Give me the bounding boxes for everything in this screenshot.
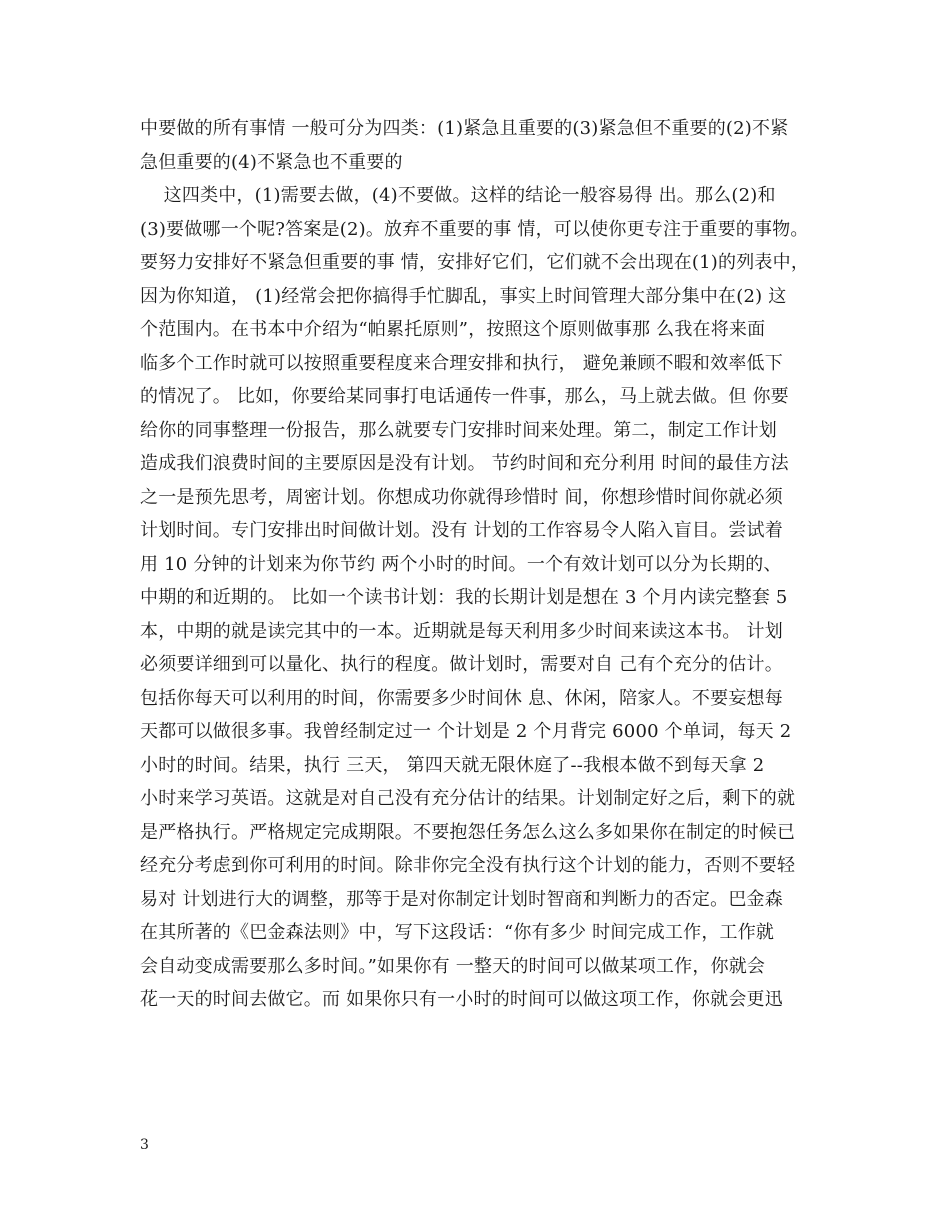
text-line: 造成我们浪费时间的主要原因是没有计划。 节约时间和充分利用 时间的最佳方法 [140,453,789,474]
text-line: 天都可以做很多事。我曾经制定过一 个计划是 2 个月背完 6000 个单词，每天 2 [140,721,792,742]
text-line: 因为你知道， (1)经常会把你搞得手忙脚乱，事实上时间管理大部分集中在(2) 这 [140,286,787,307]
text-line: 经充分考虑到你可利用的时间。除非你完全没有执行这个计划的能力，否则不要轻 [140,855,796,876]
text-line: 中期的和近期的。 比如一个读书计划：我的长期计划是想在 3 个月内读完整套 5 [140,587,788,608]
text-line: 小时来学习英语。这就是对自己没有充分估计的结果。计划制定好之后，剩下的就 [140,788,796,809]
text-line: 给你的同事整理一份报告，那么就要专门安排时间来处理。第二，制定工作计划 [140,420,777,441]
text-line: 花一天的时间去做它。而 如果你只有一小时的时间可以做这项工作，你就会更迅 [140,989,783,1010]
text-line: 之一是预先思考，周密计划。你想成功你就得珍惜时 间，你想珍惜时间你就必须 [140,487,783,508]
text-line: 必须要详细到可以量化、执行的程度。做计划时，需要对自 己有个充分的估计。 [140,654,783,675]
text-line: 的情况了。 比如，你要给某同事打电话通传一件事，那么，马上就去做。但 你要 [140,386,789,407]
text-line: 会自动变成需要那么多时间。”如果你有 一整天的时间可以做某项工作，你就会 [140,956,766,977]
text-line: 易对 计划进行大的调整，那等于是对你制定计划时智商和判断力的否定。巴金森 [140,889,783,910]
text-line: 这四类中，(1)需要去做，(4)不要做。这样的结论一般容易得 出。那么(2)和 [140,185,776,206]
text-line: 用 10 分钟的计划来为你节约 两个小时的时间。一个有效计划可以分为长期的、 [140,554,782,575]
text-line: 个范围内。在书本中介绍为“帕累托原则”，按照这个原则做事那 么我在将来面 [140,319,766,340]
text-line: 要努力安排好不紧急但重要的事 情，安排好它们，它们就不会出现在(1)的列表中， [140,252,810,273]
text-line: 小时的时间。结果，执行 三天， 第四天就无限休庭了--我根本做不到每天拿 2 [140,755,765,776]
page-number: 3 [140,1137,149,1153]
text-line: (3)要做哪一个呢?答案是(2)。放弃不重要的事 情，可以使你更专注于重要的事物。 [140,219,809,240]
text-line: 计划时间。专门安排出时间做计划。没有 计划的工作容易令人陷入盲目。尝试着 [140,520,783,541]
text-line: 临多个工作时就可以按照重要程度来合理安排和执行， 避免兼顾不暇和效率低下 [140,353,783,374]
text-line: 急但重要的(4)不紧急也不重要的 [140,152,403,173]
text-line: 包括你每天可以利用的时间，你需要多少时间休 息、休闲，陪家人。不要妄想每 [140,688,783,709]
text-line: 是严格执行。严格规定完成期限。不要抱怨任务怎么这么多如果你在制定的时候已 [140,822,796,843]
text-line: 本，中期的就是读完其中的一本。近期就是每天利用多少时间来读这本书。 计划 [140,621,783,642]
text-line: 在其所著的《巴金森法则》中，写下这段话：“你有多少 时间完成工作，工作就 [140,922,775,943]
text-line: 中要做的所有事情 一般可分为四类：(1)紧急且重要的(3)紧急但不重要的(2)不紧 [140,118,789,139]
